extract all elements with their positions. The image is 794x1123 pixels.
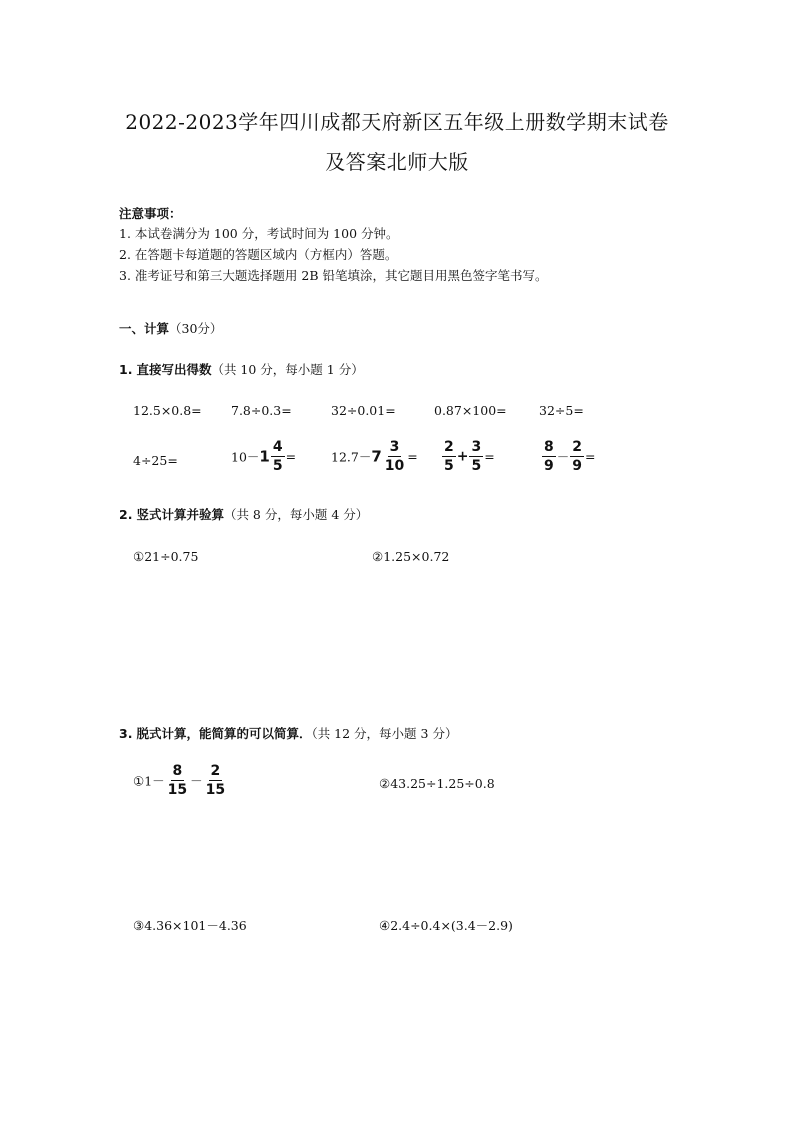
q1-row1-item-5: 32÷5= [539,403,584,418]
q3-item-1: ①1－ $\frac{8}{15}$ － $\frac{2}{15}$ [133,763,226,798]
fraction: $\frac{3}{10}$ [384,439,405,474]
document-title-line2: 及答案北师大版 [325,150,469,174]
section1-heading [119,319,222,337]
notes-heading: 注意事项： [119,206,182,221]
q3-heading [119,724,457,742]
q2-detail: （共 8 分，每小题 4 分） [223,507,369,522]
section1-heading-rest: （30分） [169,321,223,336]
fraction: $\frac{4}{5}$ [272,439,283,474]
fraction: $\frac{2}{15}$ [205,763,226,798]
fraction: $\frac{2}{5}$ [444,439,454,474]
q1-label: 1. [119,362,133,377]
q1-title: 直接写出得数 [136,362,212,377]
fraction: $\frac{8}{15}$ [167,763,188,798]
document-title-line1: 2022-2023学年四川成都天府新区五年级上册数学期末试卷 [125,110,669,134]
q1-row1-item-1: 12.5×0.8= [133,403,202,418]
q3-title: 脱式计算，能简算的可以简算． [136,726,312,741]
fraction: $\frac{3}{5}$ [471,439,482,474]
q1-row1-item-4: 0.87×100= [434,403,507,418]
q3-item-4: ④2.4÷0.4×(3.4－2.9) [379,918,513,933]
section1-heading-bold: 一、计算 [119,321,170,336]
q1-row2-item-3: 12.7－7 $\frac{3}{10}$ = [331,439,418,474]
q1-row1-item-3: 32÷0.01= [331,403,396,418]
q2-item-1: ①21÷0.75 [133,549,199,564]
q1-row2-item-5: $\frac{8}{9}$ － $\frac{2}{9}$ = [544,439,596,474]
q2-heading [119,505,368,523]
q2-title: 竖式计算并验算 [136,507,224,522]
q1-row1-item-2: 7.8÷0.3= [231,403,292,418]
q1-row2-item-2: 10－1 $\frac{4}{5}$ = [231,439,297,474]
q1-detail: （共 10 分，每小题 1 分） [211,362,364,377]
q2-label: 2. [119,507,133,522]
q3-item-2: ②43.25÷1.25÷0.8 [379,776,495,791]
note-item-3: 3. 准考证号和第三大题选择题用 2B 铅笔填涂，其它题目用黑色签字笔书写。 [119,268,548,283]
q1-row2-item-1: 4÷25= [133,453,178,468]
note-item-1: 1. 本试卷满分为 100 分，考试时间为 100 分钟。 [119,226,399,241]
q3-item-3: ③4.36×101－4.36 [133,918,247,933]
q1-row2-item-4: $\frac{2}{5}$ + $\frac{3}{5}$ = [444,439,495,474]
q1-heading [119,360,364,378]
q2-item-2: ②1.25×0.72 [372,549,450,564]
note-item-2: 2. 在答题卡每道题的答题区域内（方框内）答题。 [119,247,398,262]
q3-label: 3. [119,726,133,741]
q3-detail: （共 12 分，每小题 3 分） [311,726,458,741]
fraction: $\frac{8}{9}$ [544,439,554,474]
fraction: $\frac{2}{9}$ [572,439,583,474]
